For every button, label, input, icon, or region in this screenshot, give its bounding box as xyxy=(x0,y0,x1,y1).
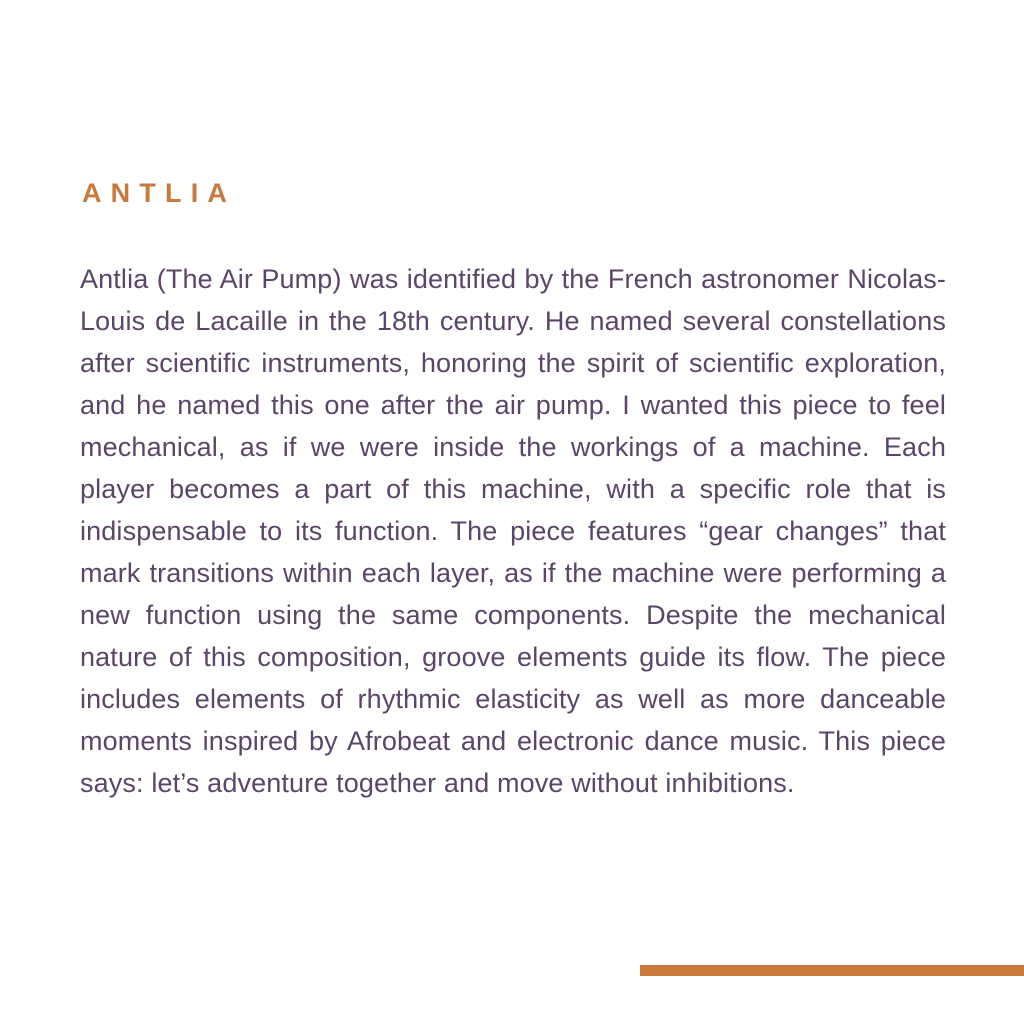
page-title: ANTLIA xyxy=(82,178,237,208)
accent-bar xyxy=(640,965,1024,976)
description-paragraph: Antlia (The Air Pump) was identified by the French astronomer Nicolas-Louis de Lacaille in the 18th century. He named several constellations after scientific instruments, honoring the spirit of scientific exploration, and he named this one after the air pump. I wanted this piece to feel mechanical, as if we were inside the workings of a machine. Each player becomes a part of this machine, with a specific role that is indispensable to its function. The piece features “gear changes” that mark transitions within each layer, as if the machine were performing a new function using the same components. Despite the mechanical nature of this composition, groove elements guide its flow. The piece includes elements of rhythmic elasticity as well as more danceable moments inspired by Afrobeat and electronic dance music. This piece says: let’s adventure together and move without inhibitions. xyxy=(80,264,946,798)
